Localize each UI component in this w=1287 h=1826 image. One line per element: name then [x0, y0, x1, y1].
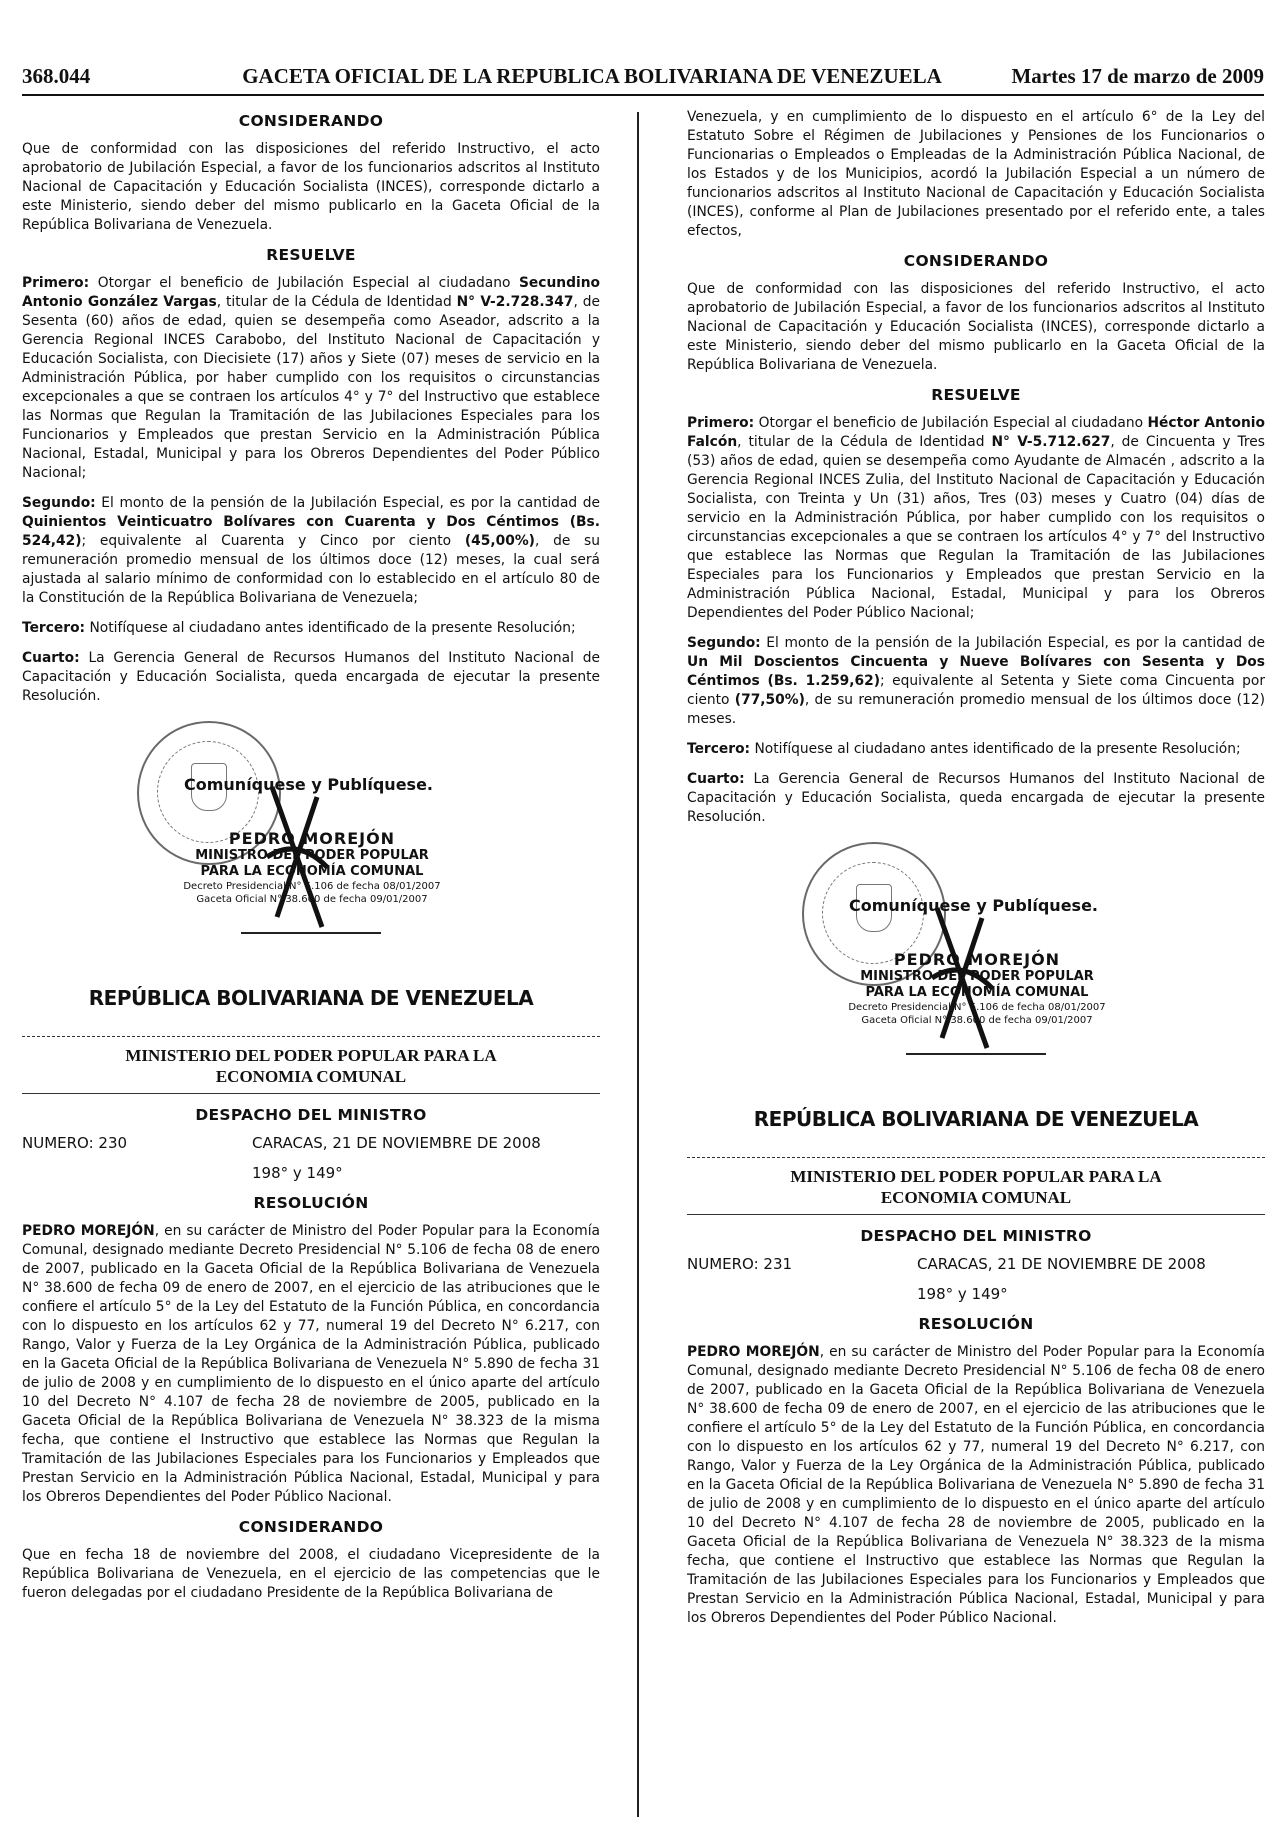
- resolution-number-row: [22, 1134, 600, 1152]
- resolution-place-date: CARACAS, 21 DE NOVIEMBRE DE 2008: [252, 1134, 541, 1152]
- republica-title: REPÚBLICA BOLIVARIANA DE VENEZUELA: [88, 986, 534, 1010]
- primero-paragraph: Primero: Otorgar el beneficio de Jubilación Especial al ciudadano Héctor Antonio Falcón, titular de la Cédula de Identidad N° V-5.712.627, de Cincuenta y Tres (53) años de edad, quien se desempeña como Ayudante de Almacén , adscrito a la Gerencia Regional INCES Zulia, del Instituto Nacional de Capacitación y Educación Socialista, con Treinta y Un (31) años, Tres (03) meses y Cuatro (04) días de servicio en la Administración Pública, por haber cumplido con los requisitos o circunstancias excepcionales a que se contraen los artículos 4° y 7° del Instructivo que establece las Normas que Regulan la Tramitación de las Jubilaciones Especiales para los Funcionarios y Empleados que prestan Servicio en la Administración Pública Nacional, Estadal, Municipal y para los Obreros Dependientes del Poder Público Nacional;: [687, 415, 1265, 621]
- page-number: 368.044: [22, 64, 91, 88]
- considerando-paragraph: Que de conformidad con las disposiciones del referido Instructivo, el acto aprobatorio de Jubilación Especial, a favor de los funcionarios adscritos al Instituto Nacional de Capacitación y Educación Socialista (INCES), corresponde dictarlo a este Ministerio, siendo deber del mismo publicarlo en la Gaceta Oficial de la República Bolivariana de Venezuela.: [22, 141, 600, 233]
- resolution-number: NUMERO: 231: [687, 1255, 793, 1273]
- resuelve-heading: RESUELVE: [931, 386, 1021, 404]
- preamble-paragraph: PEDRO MOREJÓN, en su carácter de Ministro del Poder Popular para la Economía Comunal, designado mediante Decreto Presidencial N° 5.106 de fecha 08 de enero de 2007, publicado en la Gaceta Oficial de la República Bolivariana de Venezuela N° 38.600 de fecha 09 de enero de 2007, en el ejercicio de las atribuciones que le confiere el artículo 5° de la Ley del Estatuto de la Función Pública, en concordancia con lo dispuesto en los artículos 62 y 77, numeral 19 del Decreto N° 6.217, con Rango, Valor y Fuerza de la Ley Orgánica de la Administración Pública, publicado en la Gaceta Oficial de la República Bolivariana de Venezuela N° 5.890 de fecha 31 de julio de 2008 y en cumplimiento de lo dispuesto en el único aparte del artículo 10 del Decreto N° 4.107 de fecha 28 de noviembre de 2005, publicado en la Gaceta Oficial de la República Bolivariana de Venezuela N° 38.323 de la misma fecha, que contiene el Instructivo que establece las Normas que Regulan la Tramitación de las Jubilaciones Especiales para los Funcionarios y Empleados que Prestan Servicio en la Administración Pública Nacional, Estadal, Municipal y para los Obreros Dependientes del Poder Público Nacional.: [22, 1223, 601, 1505]
- resolution-years: 198° y 149°: [917, 1285, 1008, 1303]
- considerando2-paragraph: Que en fecha 18 de noviembre del 2008, el ciudadano Vicepresidente de la República Bolivariana de Venezuela, en el ejercicio de las competencias que le fueron delegadas por el ciudadano Presidente de la República Bolivariana de: [22, 1547, 600, 1601]
- cuarto-paragraph: Cuarto: La Gerencia General de Recursos Humanos del Instituto Nacional de Capacitación y Educación Socialista, queda encargada de ejecutar la presente Resolución.: [22, 650, 600, 704]
- despacho-heading: DESPACHO DEL MINISTRO: [860, 1227, 1092, 1245]
- signature-block: [687, 838, 1265, 1033]
- resuelve-heading: RESUELVE: [266, 246, 356, 264]
- resolution-number-row: [687, 1255, 1265, 1273]
- signatory: PEDRO MOREJÓN MINISTRO DEL PODER POPULAR PARA LA ECONOMÍA COMUNAL Decreto Presidencial N° 5.106 de fecha 08/01/2007 Gaceta Oficial N° 38.600 de fecha 09/01/2007: [183, 829, 441, 905]
- resolution-years: 198° y 149°: [252, 1164, 343, 1182]
- signature-block: [22, 717, 600, 912]
- primero-paragraph: Primero: Otorgar el beneficio de Jubilación Especial al ciudadano Secundino Antonio González Vargas, titular de la Cédula de Identidad N° V-2.728.347, de Sesenta (60) años de edad, quien se desempeña como Aseador, adscrito a la Gerencia Regional INCES Carabobo, del Instituto Nacional de Capacitación y Educación Socialista, con Diecisiete (17) años y Siete (07) meses de servicio en la Administración Pública, por haber cumplido con los requisitos o circunstancias excepcionales a que se contraen los artículos 4° y 7° del Instructivo que establece las Normas que Regulan la Tramitación de las Jubilaciones Especiales para los Funcionarios y Empleados que prestan Servicio en la Administración Pública Nacional, Estadal, Municipal y para los Obreros Dependientes del Poder Público Nacional;: [22, 275, 600, 481]
- tercero-paragraph: Tercero: Notifíquese al ciudadano antes identificado de la presente Resolución;: [687, 741, 1241, 757]
- publication-title: GACETA OFICIAL DE LA REPUBLICA BOLIVARIANA DE VENEZUELA: [242, 64, 942, 88]
- right-column: [687, 108, 1265, 1639]
- cuarto-paragraph: Cuarto: La Gerencia General de Recursos Humanos del Instituto Nacional de Capacitación y Educación Socialista, queda encargada de ejecutar la presente Resolución.: [687, 771, 1265, 825]
- resolucion-heading: RESOLUCIÓN: [918, 1315, 1034, 1333]
- comuniquese-text: Comuníquese y Publíquese.: [849, 896, 1098, 915]
- considerando-heading: CONSIDERANDO: [903, 252, 1049, 270]
- issue-date: Martes 17 de marzo de 2009: [1011, 64, 1264, 88]
- signatory: PEDRO MOREJÓN MINISTRO DEL PODER POPULAR PARA LA ECONOMÍA COMUNAL Decreto Presidencial N° 5.106 de fecha 08/01/2007 Gaceta Oficial N° 38.600 de fecha 09/01/2007: [848, 950, 1106, 1026]
- republica-title: REPÚBLICA BOLIVARIANA DE VENEZUELA: [753, 1107, 1199, 1131]
- resolucion-heading: RESOLUCIÓN: [253, 1194, 369, 1212]
- column-divider: [637, 112, 639, 1817]
- page-header: [22, 60, 1264, 96]
- dashed-separator: [687, 1157, 1265, 1158]
- ministry-title: MINISTERIO DEL PODER POPULAR PARA LA ECONOMIA COMUNAL: [687, 1166, 1265, 1215]
- considerando-paragraph: Que de conformidad con las disposiciones del referido Instructivo, el acto aprobatorio de Jubilación Especial, a favor de los funcionarios adscritos al Instituto Nacional de Capacitación y Educación Socialista (INCES), corresponde dictarlo a este Ministerio, siendo deber del mismo publicarlo en la Gaceta Oficial de la República Bolivariana de Venezuela.: [687, 281, 1265, 373]
- continuation-paragraph: Venezuela, y en cumplimiento de lo dispuesto en el artículo 6° de la Ley del Estatuto Sobre el Régimen de Jubilaciones y Pensiones de los Funcionarios o Funcionarias o Empleados o Empleadas de la Administración Pública Nacional, de los Estados y de los Municipios, acordó la Jubilación Especial a un número de funcionarios adscritos al Instituto Nacional de Capacitación y Educación Socialista (INCES), conforme al Plan de Jubilaciones presentado por el referido ente, a tales efectos,: [687, 109, 1265, 239]
- ministry-title: MINISTERIO DEL PODER POPULAR PARA LA ECONOMIA COMUNAL: [22, 1045, 600, 1094]
- resolution-number: NUMERO: 230: [22, 1134, 128, 1152]
- segundo-paragraph: Segundo: El monto de la pensión de la Jubilación Especial, es por la cantidad de Quinientos Veinticuatro Bolívares con Cuarenta y Dos Céntimos (Bs. 524,42); equivalente al Cuarenta y Cinco por ciento (45,00%), de su remuneración promedio mensual de los últimos doce (12) meses, la cual será ajustada al salario mínimo de conformidad con lo establecido en el artículo 80 de la Constitución de la República Bolivariana de Venezuela;: [22, 495, 600, 606]
- segundo-paragraph: Segundo: El monto de la pensión de la Jubilación Especial, es por la cantidad de Un Mil Doscientos Cincuenta y Nueve Bolívares con Sesenta y Dos Céntimos (Bs. 1.259,62); equivalente al Setenta y Siete coma Cincuenta por ciento (77,50%), de su remuneración promedio mensual de los últimos doce (12) meses.: [687, 635, 1265, 727]
- tercero-paragraph: Tercero: Notifíquese al ciudadano antes identificado de la presente Resolución;: [22, 620, 576, 636]
- considerando-heading: CONSIDERANDO: [238, 112, 384, 130]
- left-column: [22, 108, 600, 1614]
- resolution-place-date: CARACAS, 21 DE NOVIEMBRE DE 2008: [917, 1255, 1206, 1273]
- dashed-separator: [22, 1036, 600, 1037]
- considerando2-heading: CONSIDERANDO: [238, 1518, 384, 1536]
- comuniquese-text: Comuníquese y Publíquese.: [184, 775, 433, 794]
- despacho-heading: DESPACHO DEL MINISTRO: [195, 1106, 427, 1124]
- preamble-paragraph: PEDRO MOREJÓN, en su carácter de Ministro del Poder Popular para la Economía Comunal, designado mediante Decreto Presidencial N° 5.106 de fecha 08 de enero de 2007, publicado en la Gaceta Oficial de la República Bolivariana de Venezuela N° 38.600 de fecha 09 de enero de 2007, en el ejercicio de las atribuciones que le confiere el artículo 5° de la Ley del Estatuto de la Función Pública, en concordancia con lo dispuesto en los artículos 62 y 77, numeral 19 del Decreto N° 6.217, con Rango, Valor y Fuerza de la Ley Orgánica de la Administración Pública, publicado en la Gaceta Oficial de la República Bolivariana de Venezuela N° 5.890 de fecha 31 de julio de 2008 y en cumplimiento de lo dispuesto en el único aparte del artículo 10 del Decreto N° 4.107 de fecha 28 de noviembre de 2005, publicado en la Gaceta Oficial de la República Bolivariana de Venezuela N° 38.323 de la misma fecha, que contiene el Instructivo que establece las Normas que Regulan la Tramitación de las Jubilaciones Especiales para los Funcionarios y Empleados que Prestan Servicio en la Administración Pública Nacional, Estadal, Municipal y para los Obreros Dependientes del Poder Público Nacional.: [687, 1344, 1266, 1626]
